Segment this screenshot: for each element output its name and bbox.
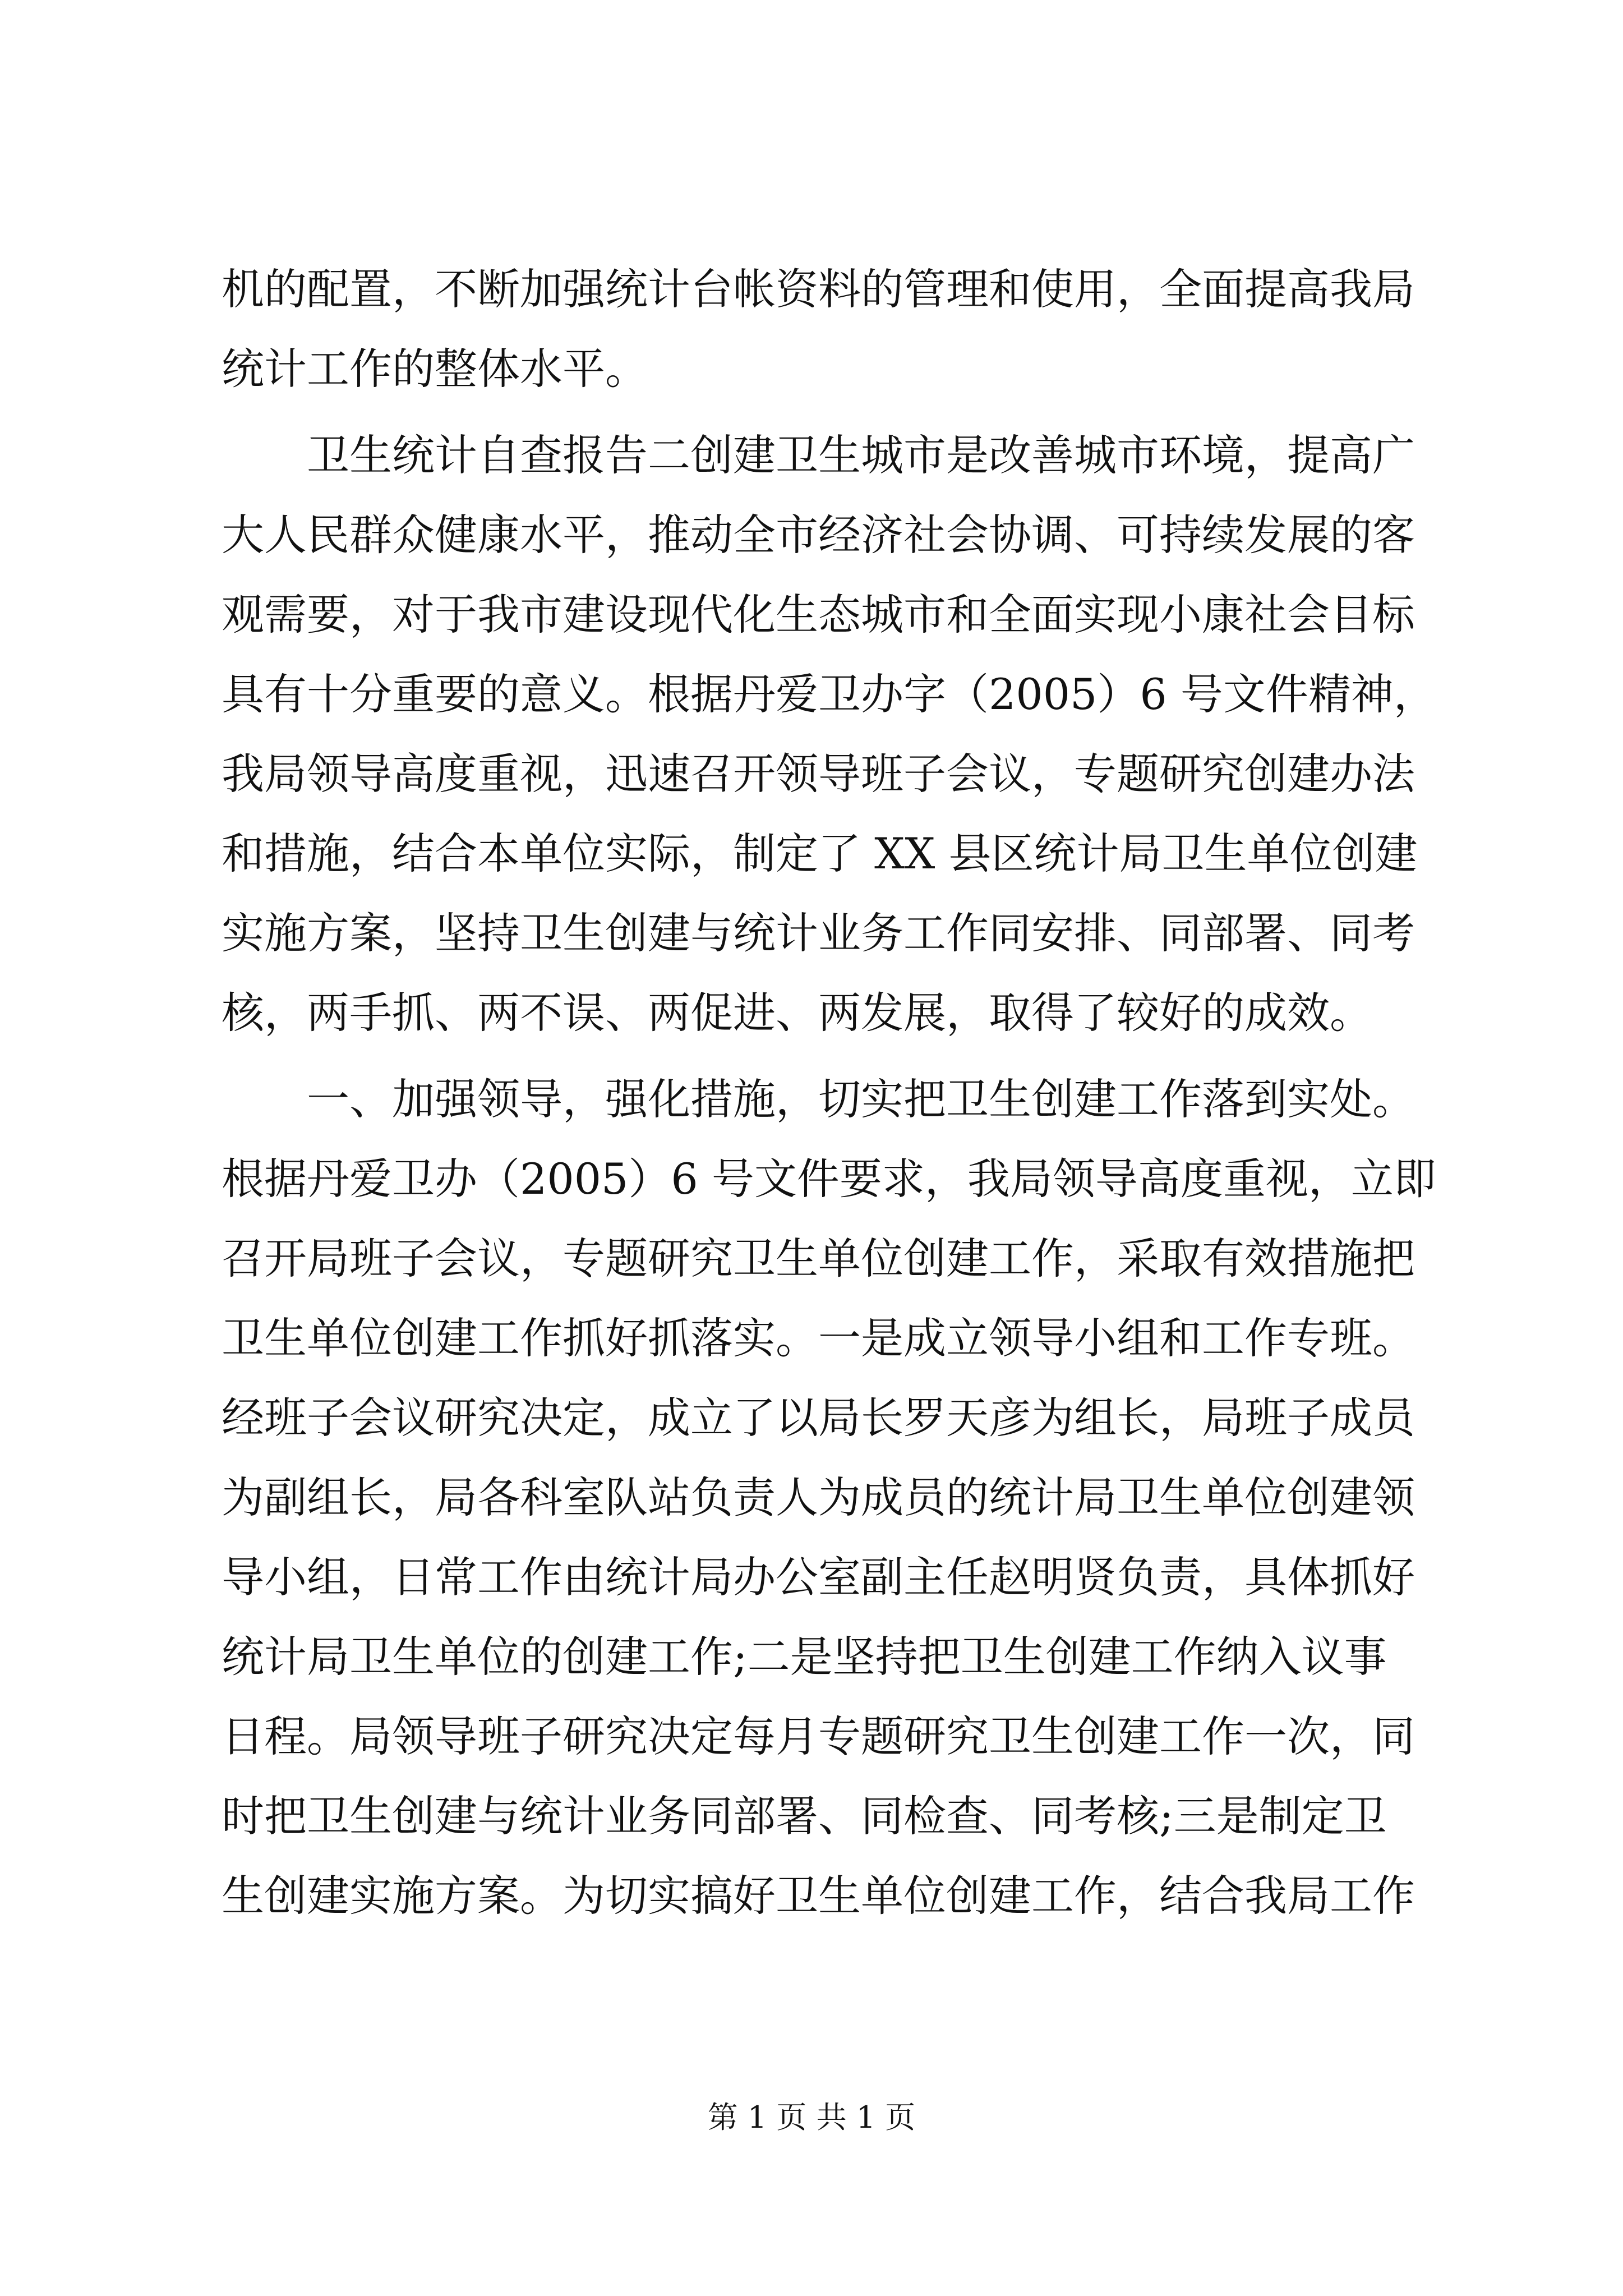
document-body	[222, 250, 1436, 1936]
text-line: 实施方案，坚持卫生创建与统计业务工作同安排、同部署、同考	[222, 908, 1415, 958]
text-line: 大人民群众健康水平，推动全市经济社会协调、可持续发展的客	[222, 510, 1415, 560]
text-line: 我局领导高度重视，迅速召开领导班子会议，专题研究创建办法	[222, 749, 1415, 799]
text-line: 时把卫生创建与统计业务同部署、同检查、同考核;三是制定卫	[222, 1791, 1387, 1841]
text-line: 核，两手抓、两不误、两促进、两发展，取得了较好的成效。	[222, 988, 1372, 1038]
text-line: 导小组，日常工作由统计局办公室副主任赵明贤负责，具体抓好	[222, 1552, 1415, 1602]
text-line: 经班子会议研究决定，成立了以局长罗天彦为组长，局班子成员	[222, 1393, 1415, 1443]
text-line: 卫生单位创建工作抓好抓落实。一是成立领导小组和工作专班。	[222, 1313, 1415, 1363]
text-line: 观需要，对于我市建设现代化生态城市和全面实现小康社会目标	[222, 590, 1415, 639]
text-line: 一、加强领导，强化措施，切实把卫生创建工作落到实处。	[222, 1074, 1415, 1124]
text-line: 统计局卫生单位的创建工作;二是坚持把卫生创建工作纳入议事	[222, 1632, 1387, 1682]
text-line: 生创建实施方案。为切实搞好卫生单位创建工作，结合我局工作	[222, 1871, 1415, 1921]
text-line: 具有十分重要的意义。根据丹爱卫办字（2005）6 号文件精神，	[222, 669, 1436, 719]
text-line: 召开局班子会议，专题研究卫生单位创建工作，采取有效措施把	[222, 1234, 1415, 1283]
page-footer	[0, 2098, 1623, 2137]
text-line: 日程。局领导班子研究决定每月专题研究卫生创建工作一次，同	[222, 1711, 1415, 1761]
text-line: 机的配置，不断加强统计台帐资料的管理和使用，全面提高我局	[222, 264, 1415, 314]
text-line: 为副组长，局各科室队站负责人为成员的统计局卫生单位创建领	[222, 1473, 1415, 1522]
text-line: 卫生统计自查报告二创建卫生城市是改善城市环境，提高广	[222, 430, 1415, 480]
text-line: 和措施，结合本单位实际，制定了 XX 县区统计局卫生单位创建	[222, 829, 1418, 878]
text-line: 根据丹爱卫办（2005）6 号文件要求，我局领导高度重视，立即	[222, 1154, 1436, 1204]
text-line: 统计工作的整体水平。	[222, 344, 648, 394]
page-number: 第 1 页 共 1 页	[707, 2100, 916, 2135]
